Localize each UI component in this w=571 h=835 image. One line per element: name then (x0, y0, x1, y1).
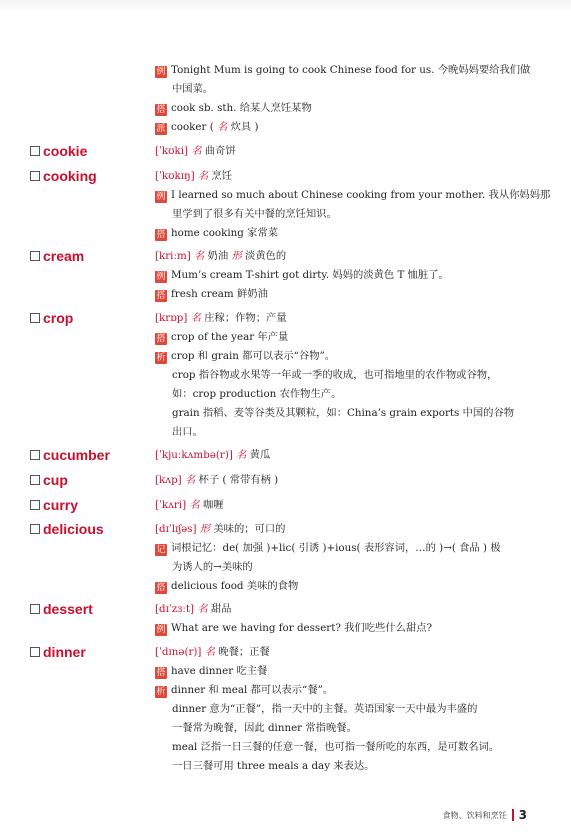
note-line: 如：crop production 农作物生产。 (172, 388, 342, 400)
checkbox-icon[interactable] (30, 313, 40, 323)
collocation-line (155, 329, 525, 348)
example-line (155, 62, 531, 81)
definition-line (155, 644, 525, 663)
analysis-line (155, 682, 525, 701)
checkbox-icon[interactable] (30, 251, 40, 261)
example-tag-icon: 例 (156, 625, 166, 635)
note-line: grain 指稻、麦等谷类及其颗粒，如：China’s grain exports 中国的谷物 (172, 407, 515, 419)
note-line: 一餐常为晚餐，因此 dinner 常指晚餐。 (172, 722, 357, 734)
note-line: 出口。 (172, 426, 203, 438)
entry-body (155, 644, 525, 777)
collocation-text: delicious food 美味的食物 (171, 580, 299, 592)
part-of-speech: 名 (217, 121, 228, 133)
checkbox-icon[interactable] (30, 450, 40, 460)
collocation-tag-icon: 搭 (156, 583, 166, 593)
headword-text: cream (43, 248, 85, 264)
part-of-speech: 名 (197, 603, 208, 615)
headword-text: cucumber (43, 447, 110, 463)
headword (30, 168, 97, 184)
collocation-line (155, 100, 525, 119)
note-line: crop 指谷物或水果等一年或一季的收成，也可指地里的农作物或谷物， (172, 369, 498, 381)
collocation-line (155, 225, 525, 244)
example-tag-icon: 例 (156, 192, 166, 202)
definition-line (155, 497, 525, 519)
entry-body (155, 143, 525, 165)
collocation-tag-icon: 搭 (156, 105, 166, 115)
meaning: 曲奇饼 (204, 145, 236, 157)
meaning: 甜品 (210, 603, 232, 615)
part-of-speech: 形 (199, 523, 211, 535)
checkbox-icon[interactable] (30, 524, 40, 534)
example-continuation: 里学到了很多有关中餐的烹饪知识。 (172, 208, 337, 220)
part-of-speech: 名 (194, 250, 205, 262)
memory-continuation: 为诱人的→美味的 (172, 561, 253, 573)
analysis-line (155, 348, 525, 367)
entry-body (155, 168, 551, 244)
part-of-speech: 名 (204, 646, 216, 658)
memory-text: 词根记忆：de( 加强 )+lic( 引诱 )+ious( 表形容词，…的 )→( 食品 ) 极 (171, 542, 501, 554)
headword-text: curry (43, 497, 79, 513)
collocation-line (155, 286, 525, 305)
collocation-tag-icon: 搭 (156, 668, 166, 678)
entry-body (155, 248, 525, 305)
checkbox-icon[interactable] (30, 604, 40, 614)
meaning: 咖喱 (203, 499, 224, 511)
analysis-text: crop 和 grain 都可以表示“谷物”。 (171, 350, 336, 362)
example-text: Mum’s cream T-shirt got dirty. 妈妈的淡黄色 T 恤脏了。 (171, 269, 449, 281)
phonetic: [kriːm] (155, 250, 191, 262)
collocation-text: fresh cream 鲜奶油 (171, 288, 268, 300)
meaning: 淡黄色的 (245, 250, 287, 262)
meaning: 晚餐；正餐 (218, 646, 270, 658)
entry-body (155, 472, 525, 494)
derivative-line (155, 119, 525, 138)
note-line: dinner 意为“正餐”，指一天中的主餐。英语国家一天中最为丰盛的 (172, 703, 478, 715)
example-english: Tonight Mum is going to cook Chinese food for us. (171, 64, 435, 76)
checkbox-icon[interactable] (30, 647, 40, 657)
headword-text: delicious (43, 521, 104, 537)
checkbox-icon[interactable] (30, 146, 40, 156)
entry-body (155, 521, 525, 597)
note-line: 一日三餐可用 three meals a day 来表达。 (172, 760, 375, 772)
collocation-line (155, 578, 525, 597)
meaning: 黄瓜 (249, 449, 271, 461)
part-of-speech: 形 (231, 250, 242, 262)
headword-text: cup (43, 472, 68, 488)
example-tag-icon: 例 (156, 272, 166, 282)
headword-text: cooking (43, 168, 97, 184)
analysis-text: dinner 和 meal 都可以表示“餐”。 (171, 684, 334, 696)
headword (30, 497, 78, 513)
definition-line (155, 472, 525, 494)
collocation-line (155, 663, 525, 682)
example-tag-icon: 例 (156, 67, 166, 77)
example-chinese: 今晚妈妈要给我们做 (437, 64, 531, 76)
headword-text: crop (43, 310, 74, 326)
headword (30, 644, 86, 660)
part-of-speech: 名 (189, 499, 200, 511)
headword (30, 447, 110, 463)
meaning: 庄稼；作物；产量 (204, 312, 287, 324)
entry-body (155, 601, 525, 639)
section-title: 食物、饮料和烹饪 (442, 810, 507, 820)
headword (30, 521, 104, 537)
page-footer (443, 808, 527, 822)
page-number: 3 (518, 808, 527, 822)
phonetic: [dɪˈlɪʃəs] (155, 523, 197, 535)
part-of-speech: 名 (190, 312, 201, 324)
example-line (155, 267, 525, 286)
headword (30, 601, 93, 617)
definition-line (155, 248, 525, 267)
phonetic: [ˈkʌri] (155, 499, 187, 511)
collocation-tag-icon: 搭 (156, 334, 166, 344)
definition-line (155, 521, 525, 540)
collocation-tag-icon: 搭 (156, 291, 166, 301)
example-line (155, 187, 551, 206)
headword (30, 143, 87, 159)
part-of-speech: 名 (191, 145, 202, 157)
phonetic: [krɒp] (155, 312, 188, 324)
definition-line (155, 310, 525, 329)
meaning: 奶油 (207, 250, 229, 262)
phonetic: [ˈdɪnə(r)] (155, 646, 202, 658)
example-text: What are we having for dessert? 我们吃些什么甜点? (171, 622, 433, 634)
derivative-tag-icon: 派 (156, 124, 166, 134)
part-of-speech: 名 (197, 170, 209, 182)
derivative-word: cooker ( (171, 121, 214, 133)
analysis-tag-icon: 析 (156, 687, 166, 697)
memory-tag-icon: 记 (156, 545, 166, 555)
entry-body (155, 447, 525, 469)
headword (30, 310, 73, 326)
example-line (155, 620, 525, 639)
footer-divider (512, 809, 514, 821)
collocation-text: home cooking 家常菜 (171, 227, 279, 239)
part-of-speech: 名 (184, 474, 196, 486)
meaning: 烹饪 (211, 170, 233, 182)
headword (30, 472, 68, 488)
definition-line (155, 143, 525, 165)
checkbox-icon[interactable] (30, 500, 40, 510)
phonetic: [kʌp] (155, 474, 182, 486)
entry-body (155, 310, 525, 443)
phonetic: [ˈkʊkɪŋ] (155, 170, 195, 182)
collocation-text: cook sb. sth. 给某人烹饪某物 (171, 102, 312, 114)
phonetic: [ˈkʊki] (155, 145, 189, 157)
note-line: meal 泛指一日三餐的任意一餐，也可指一餐所吃的东西，是可数名词。 (172, 741, 500, 753)
collocation-tag-icon: 搭 (156, 230, 166, 240)
entry-body (155, 497, 525, 519)
definition-line (155, 601, 525, 620)
example-text: I learned so much about Chinese cooking from your mother. 我从你妈妈那 (171, 189, 551, 201)
checkbox-icon[interactable] (30, 475, 40, 485)
entry-body (155, 62, 531, 138)
headword (30, 248, 84, 264)
collocation-text: have dinner 吃主餐 (171, 665, 268, 677)
headword-text: dessert (43, 601, 93, 617)
meaning: 美味的；可口的 (213, 523, 286, 535)
part-of-speech: 名 (236, 449, 247, 461)
headword-text: dinner (43, 644, 86, 660)
definition-line (155, 168, 525, 187)
phonetic: [dɪˈzɜːt] (155, 603, 195, 615)
analysis-tag-icon: 析 (156, 353, 166, 363)
headword-text: cookie (43, 143, 88, 159)
checkbox-icon[interactable] (30, 171, 40, 181)
phonetic: [ˈkjuːkʌmbə(r)] (155, 449, 233, 461)
derivative-meaning: 炊具 ) (230, 121, 259, 133)
memory-line (155, 540, 525, 559)
meaning: 杯子 ( 常带有柄 ) (198, 474, 279, 486)
collocation-text: crop of the year 年产量 (171, 331, 289, 343)
definition-line (155, 447, 525, 469)
example-continuation: 中国菜。 (172, 83, 214, 95)
